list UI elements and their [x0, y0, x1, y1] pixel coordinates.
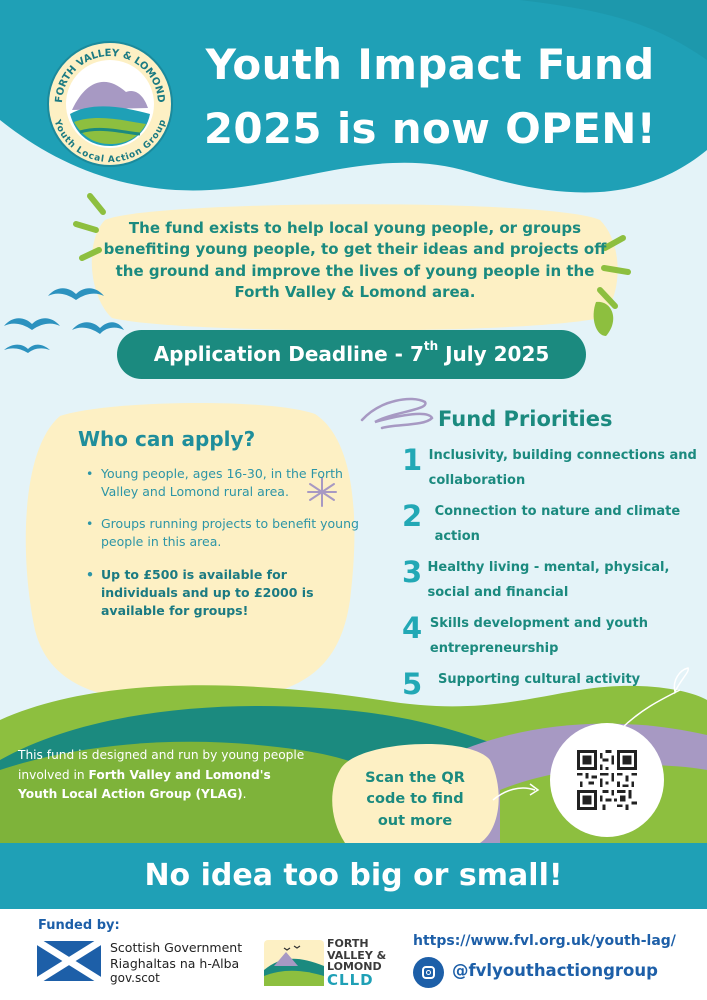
- clld-line-1: FORTH: [327, 937, 369, 950]
- priority-number: 2: [402, 499, 423, 533]
- logo-top-text: FORTH VALLEY & LOMOND: [53, 47, 167, 104]
- priority-item: [402, 556, 702, 605]
- page-title-line-2: 2025 is now OPEN!: [203, 104, 657, 153]
- svg-text:Youth Local Action Group: [51, 118, 168, 166]
- page-title-line-1: Youth Impact Fund: [205, 40, 655, 89]
- instagram-icon[interactable]: [413, 957, 444, 988]
- website-link[interactable]: https://www.fvl.org.uk/youth-lag/: [413, 933, 676, 949]
- run-by-text: [18, 746, 314, 805]
- priority-text: Supporting cultural activity: [438, 672, 641, 687]
- clld-line-2: VALLEY &: [327, 948, 387, 962]
- priority-text: Healthy living - mental, physical, social and financial: [427, 560, 670, 600]
- priority-item: [402, 612, 702, 661]
- qr-code[interactable]: [577, 750, 637, 810]
- deadline-suffix: July 2025: [438, 342, 550, 366]
- who-can-apply-list: [86, 465, 366, 634]
- run-by-text-b: .: [242, 787, 247, 802]
- clld-logo-text: [327, 938, 386, 988]
- priority-item: [402, 500, 702, 549]
- application-deadline: [117, 330, 586, 379]
- list-item: • Groups running projects to benefit young people in this area.: [86, 515, 366, 551]
- list-item: • Young people, ages 16-30, in the Forth Valley and Lomond rural area.: [86, 465, 366, 501]
- sg-line-2: Riaghaltas na h-Alba: [110, 955, 240, 971]
- clld-line-3: LOMOND: [327, 960, 382, 974]
- priority-item: [402, 668, 702, 699]
- priority-item: [402, 444, 702, 493]
- scottish-government-logo-text: [110, 940, 242, 986]
- saltire-flag-icon: [37, 941, 101, 981]
- clld-line-4: CLLD: [327, 970, 374, 989]
- deadline-superscript: th: [423, 339, 439, 353]
- deadline-prefix: Application Deadline - 7: [153, 342, 424, 366]
- priority-number: 1: [402, 443, 423, 477]
- who-can-apply-title: Who can apply?: [78, 427, 256, 451]
- priority-number: 5: [402, 667, 423, 701]
- sg-line-1: Scottish Government: [110, 940, 243, 955]
- priority-text: Inclusivity, building connections and collaboration: [428, 448, 697, 488]
- run-by-text-bold: Forth Valley and Lomond's Youth Local Action Group (YLAG): [18, 767, 271, 802]
- run-by-text-a: This fund is designed and run by young people involved in: [18, 748, 305, 782]
- logo-bottom-text: Youth Local Action Group: [51, 118, 169, 166]
- funded-by-label: Funded by:: [38, 918, 120, 933]
- priority-number: 3: [402, 555, 423, 589]
- tagline-band: No idea too big or small!: [0, 843, 707, 909]
- list-item: • Up to £500 is available for individuals and up to £2000 is available for groups!: [86, 566, 366, 620]
- fund-priorities-title: Fund Priorities: [438, 407, 613, 431]
- intro-text: The fund exists to help local young people, or groups benefiting young people, to get their ideas and projects off the ground and improve the lives of young people in the Forth Valley & Lomond area.: [103, 219, 607, 301]
- priority-number: 4: [402, 611, 423, 645]
- scan-qr-text: Scan the QR code to find out more: [365, 770, 465, 829]
- fvl-ylag-logo: [46, 40, 174, 168]
- priority-text: Skills development and youth entrepreneurship: [429, 616, 648, 656]
- sg-line-3: gov.scot: [110, 971, 160, 986]
- instagram-handle-link[interactable]: @fvlyouthactiongroup: [452, 961, 658, 980]
- clld-landscape-icon: [264, 940, 324, 986]
- svg-text:FORTH VALLEY & LOMOND: [54, 48, 166, 103]
- priority-text: Connection to nature and climate action: [434, 504, 681, 544]
